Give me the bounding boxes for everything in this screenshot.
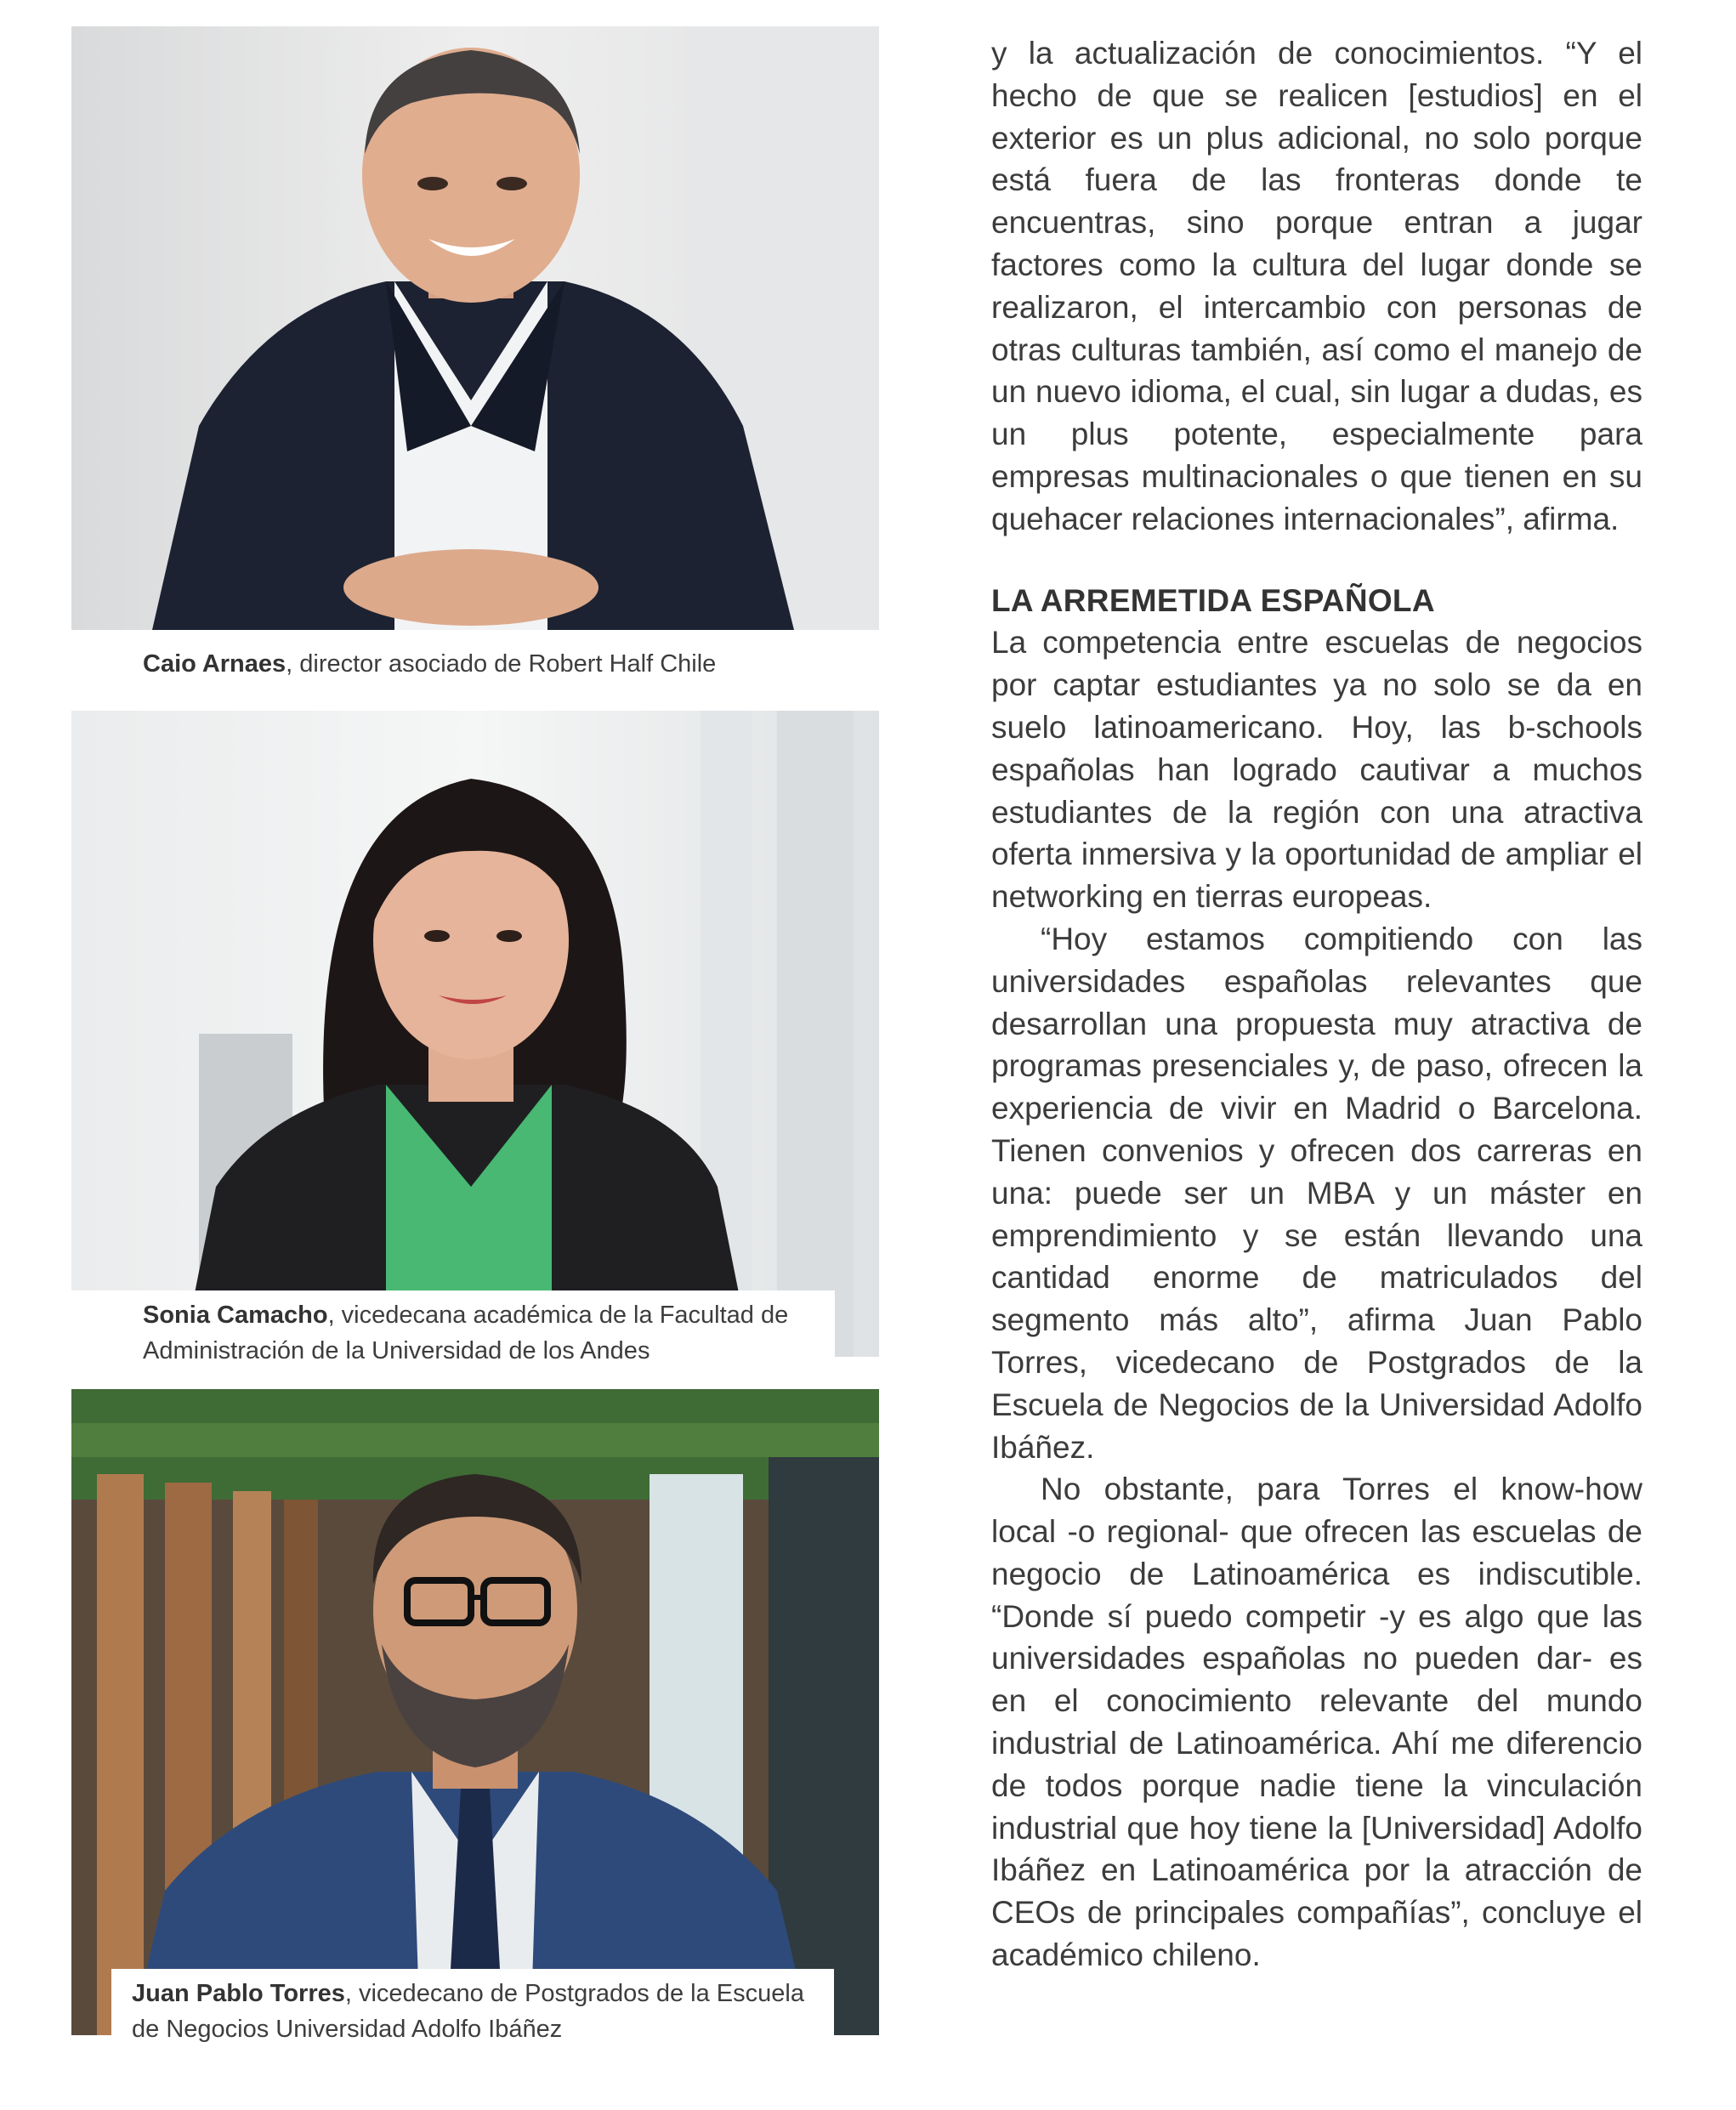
caption-role: , vicedecano de Postgrados de la Escuela de Negocios Universidad Adolfo Ibáñez xyxy=(132,1980,804,2043)
caption-role: , director asociado de Robert Half Chile xyxy=(286,650,717,678)
body-paragraph: La competencia entre escuelas de negocios por captar estudiantes ya no solo se da en suelo latinoamericano. Hoy, las b-schools españolas han logrado cautivar a muchos estudiantes de la región con una atractiva oferta inmersiva y la oportunidad de ampliar el networking en tierras europeas. xyxy=(991,625,1642,915)
article-column xyxy=(991,32,1642,1977)
body-paragraph: “Hoy estamos compitiendo con las universidades españolas relevantes que desarrollan una propuesta muy atractiva de programas presenciales y, de paso, ofrecen la experiencia de vivir en Madrid o Barcelona. Tienen convenios y ofrecen dos carreras en una: puede ser un MBA y un máster en emprendimiento y se están llevando una cantidad enorme de matriculados del segmento más alto”, afirma Juan Pablo Torres, vicedecano de Postgrados de la Escuela de Negocios de la Universidad Adolfo Ibáñez. xyxy=(991,921,1642,1465)
caption-role: , vicedecana académica de la Facultad de Administración de la Universidad de los Andes xyxy=(143,1302,789,1364)
caption-name: Sonia Camacho xyxy=(143,1302,328,1329)
section-heading: LA ARREMETIDA ESPAÑOLA xyxy=(991,582,1435,618)
body-paragraph: No obstante, para Torres el know-how local -o regional- que ofrecen las escuelas de negocio de Latinoamérica es indiscutible. “Donde sí puedo competir -y es algo que las universidades españolas no pueden dar- es en el conocimiento relevante del mundo industrial de Latinoamérica. Ahí me diferencio de todos porque nadie tiene la vinculación industrial que hoy tiene la [Universidad] Adolfo Ibáñez en Latinoamérica por la atracción de CEOs de principales compañías”, concluye el académico chileno. xyxy=(991,1472,1642,1973)
caption-name: Caio Arnaes xyxy=(143,650,286,678)
photo-caption xyxy=(71,639,879,690)
photo-caption xyxy=(111,1969,834,2056)
portrait-photo-caio-arnaes xyxy=(71,26,879,630)
photo-caption xyxy=(71,1290,835,1377)
portrait-photo-juan-pablo-torres xyxy=(71,1389,879,2035)
intro-paragraph: y la actualización de conocimientos. “Y el hecho de que se realicen [estudios] en el exterior es un plus adicional, no solo porque está fuera de las fronteras donde te encuentras, sino porque entran a jugar factores como la cultura del lugar donde se realizaron, el intercambio con personas de otras culturas también, así como el manejo de un nuevo idioma, el cual, sin lugar a dudas, es un plus potente, especialmente para empresas multinacionales o que tienen en su quehacer relaciones internacionales”, afirma. xyxy=(991,36,1642,536)
portrait-photo-sonia-camacho xyxy=(71,711,879,1357)
caption-name: Juan Pablo Torres xyxy=(132,1980,345,2007)
